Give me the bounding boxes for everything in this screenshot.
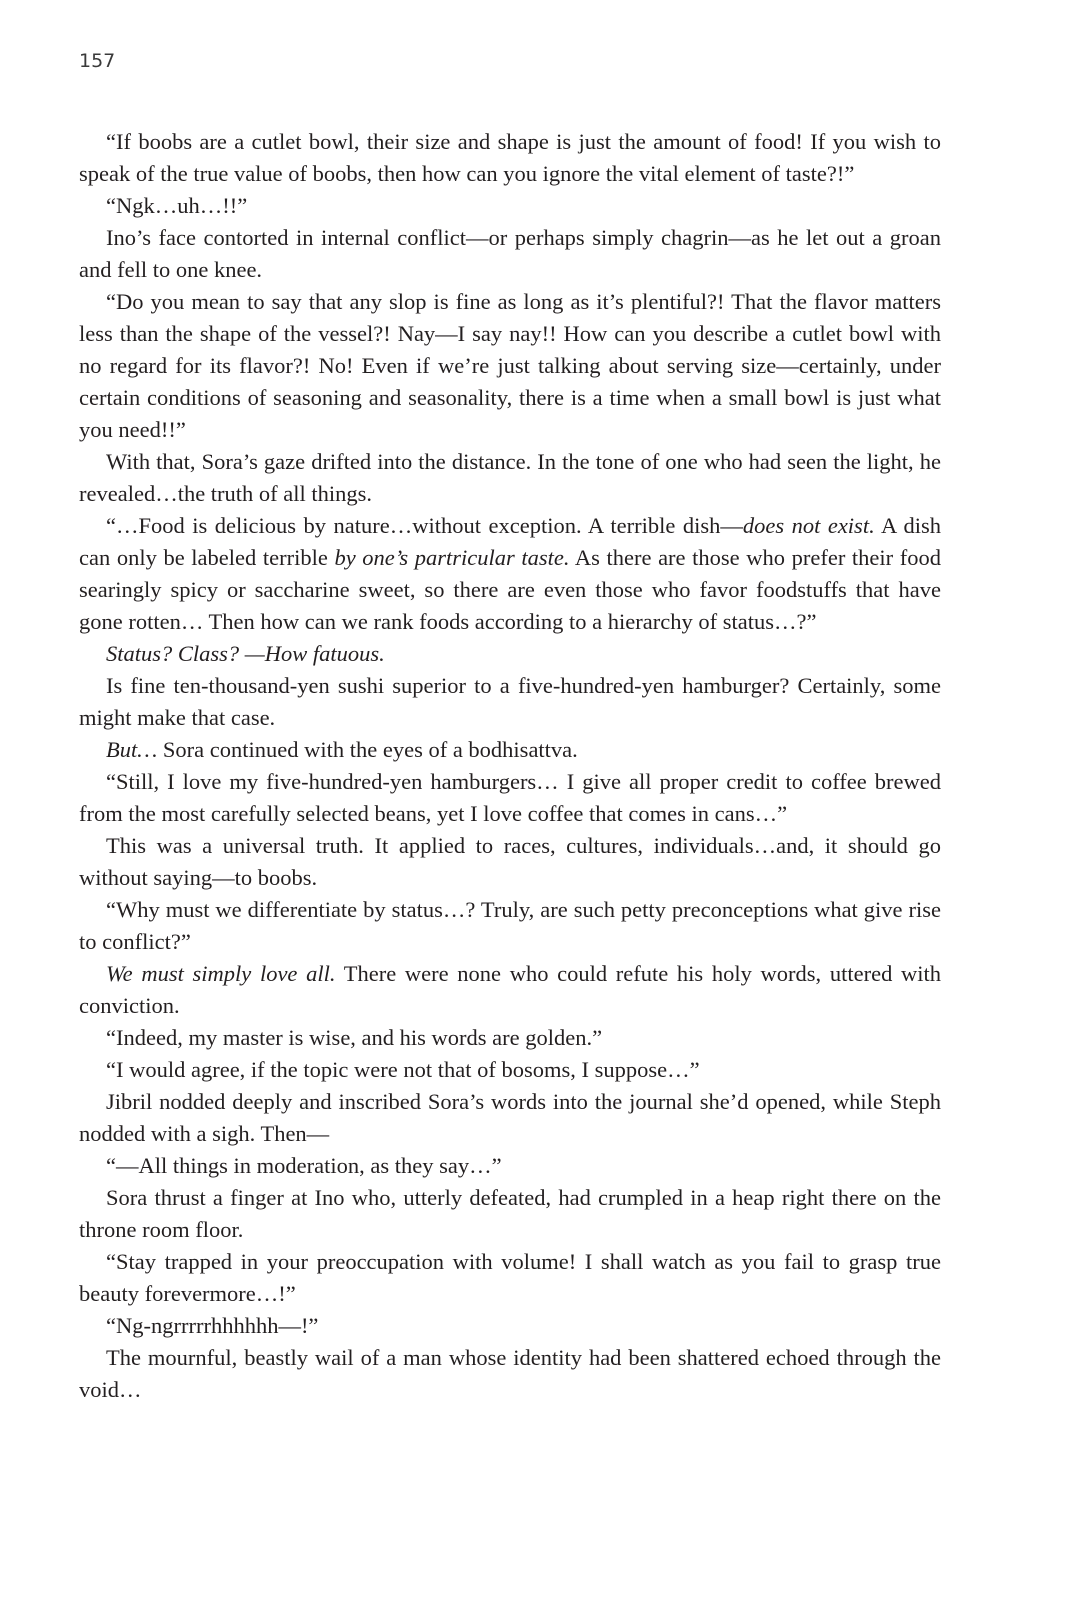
paragraph	[79, 446, 941, 510]
paragraph	[79, 766, 941, 830]
paragraph	[79, 510, 941, 638]
paragraph	[79, 1342, 941, 1406]
paragraph	[79, 1150, 941, 1182]
italic-text: We must simply love all.	[106, 961, 336, 986]
text-run: With that, Sora’s gaze drifted into the distance. In the tone of one who had seen the light, he revealed…the truth of all things.	[79, 449, 941, 506]
body-text	[79, 126, 941, 1406]
text-run: The mournful, beastly wail of a man whose identity had been shattered echoed through the void…	[79, 1345, 941, 1402]
paragraph	[79, 638, 941, 670]
paragraph	[79, 830, 941, 894]
paragraph	[79, 286, 941, 446]
paragraph	[79, 1054, 941, 1086]
paragraph	[79, 670, 941, 734]
text-run: “Indeed, my master is wise, and his words are golden.”	[106, 1025, 603, 1050]
paragraph	[79, 1086, 941, 1150]
text-run: Ino’s face contorted in internal conflict—or perhaps simply chagrin—as he let out a groan and fell to one knee.	[79, 225, 941, 282]
italic-text: But…	[106, 737, 158, 762]
paragraph	[79, 1182, 941, 1246]
paragraph	[79, 734, 941, 766]
text-run: “Still, I love my five-hundred-yen hamburgers… I give all proper credit to coffee brewed from the most carefully selected beans, yet I love coffee that comes in cans…”	[79, 769, 941, 826]
paragraph	[79, 1310, 941, 1342]
text-run: “Stay trapped in your preoccupation with volume! I shall watch as you fail to grasp true beauty forevermore…!”	[79, 1249, 941, 1306]
paragraph	[79, 894, 941, 958]
paragraph	[79, 222, 941, 286]
italic-text: does not exist.	[742, 513, 875, 538]
text-run: “…Food is delicious by nature…without exception. A terrible dish—	[106, 513, 743, 538]
page-number: 157	[79, 50, 116, 72]
text-run: Is fine ten-thousand-yen sushi superior to a five-hundred-yen hamburger? Certainly, some might make that case.	[79, 673, 941, 730]
text-run: Jibril nodded deeply and inscribed Sora’s words into the journal she’d opened, while Steph nodded with a sigh. Then—	[79, 1089, 941, 1146]
text-run: A dish can only be labeled terrible	[79, 513, 941, 570]
paragraph	[79, 1022, 941, 1054]
text-run: “—All things in moderation, as they say…”	[106, 1153, 502, 1178]
text-run: “Ngk…uh…!!”	[106, 193, 248, 218]
text-run: “If boobs are a cutlet bowl, their size and shape is just the amount of food! If you wish to speak of the true value of boobs, then how can you ignore the vital element of taste?!”	[79, 129, 941, 186]
paragraph	[79, 958, 941, 1022]
text-run: This was a universal truth. It applied to races, cultures, individuals…and, it should go without saying—to boobs.	[79, 833, 941, 890]
italic-text: by one’s partricular taste.	[334, 545, 570, 570]
text-run: “I would agree, if the topic were not that of bosoms, I suppose…”	[106, 1057, 700, 1082]
paragraph	[79, 1246, 941, 1310]
text-run: Sora thrust a finger at Ino who, utterly defeated, had crumpled in a heap right there on the throne room floor.	[79, 1185, 941, 1242]
text-run: “Do you mean to say that any slop is fine as long as it’s plentiful?! That the flavor matters less than the shape of the vessel?! Nay—I say nay!! How can you describe a cutlet bowl with no regard for its flavor?! No! Even if we’re just talking about serving size—certainly, under certain conditions of seasoning and seasonality, there is a time when a small bowl is just what you need!!”	[79, 289, 941, 442]
text-run: “Why must we differentiate by status…? Truly, are such petty preconceptions what give rise to conflict?”	[79, 897, 941, 954]
text-run: Sora continued with the eyes of a bodhisattva.	[157, 737, 578, 762]
text-run: “Ng-ngrrrrrhhhhhh—!”	[106, 1313, 319, 1338]
paragraph	[79, 126, 941, 190]
italic-text: Status? Class? —How fatuous.	[106, 641, 385, 666]
text-run: As there are those who prefer their food searingly spicy or saccharine sweet, so there are even those who favor foodstuffs that have gone rotten… Then how can we rank foods according to a hierarchy of status…?”	[79, 545, 942, 634]
paragraph	[79, 190, 941, 222]
text-run: There were none who could refute his holy words, uttered with conviction.	[79, 961, 941, 1018]
